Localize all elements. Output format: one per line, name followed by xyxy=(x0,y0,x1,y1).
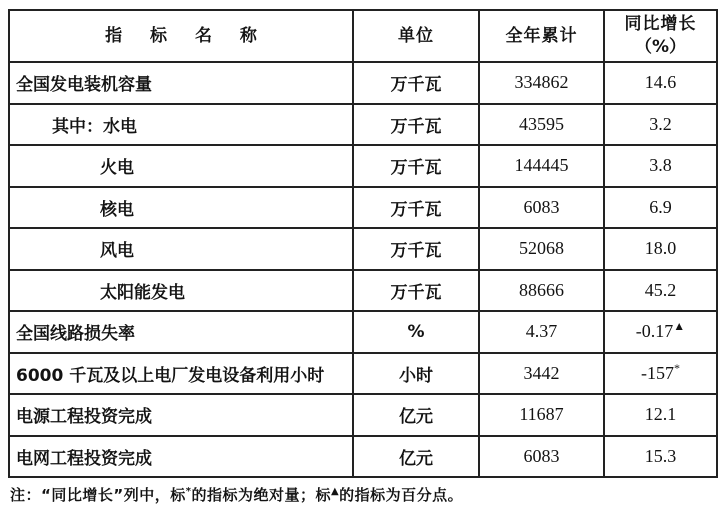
indicator-name: 火电 xyxy=(9,145,353,187)
table-row-wind xyxy=(9,228,717,270)
annual-total-cell: 88666 xyxy=(479,270,604,312)
unit-cell: 亿元 xyxy=(353,394,479,436)
indicator-name: 核电 xyxy=(9,187,353,229)
footnote xyxy=(8,484,716,505)
table-row-installed-capacity xyxy=(9,62,717,104)
unit-cell: 万千瓦 xyxy=(353,145,479,187)
col-header-indicator-name xyxy=(9,10,353,62)
annual-total-cell: 334862 xyxy=(479,62,604,104)
table-body xyxy=(9,62,717,477)
unit-cell: % xyxy=(353,311,479,353)
growth-mark: ▲ xyxy=(673,319,686,334)
annual-total-cell: 3442 xyxy=(479,353,604,395)
indicator-name: 6000 千瓦及以上电厂发电设备利用小时 xyxy=(9,353,353,395)
col-header-indicator-name-label: 指 标 名 称 xyxy=(105,25,268,46)
yoy-growth-cell xyxy=(604,145,717,187)
table-row-hydro xyxy=(9,104,717,146)
growth-value: 45.2 xyxy=(644,279,677,300)
annual-total-cell: 6083 xyxy=(479,187,604,229)
col-header-yoy-growth-unit: （%） xyxy=(634,37,687,57)
col-header-unit-label: 单位 xyxy=(398,25,434,46)
table-row-nuclear xyxy=(9,187,717,229)
growth-value: 14.6 xyxy=(644,72,677,93)
asterisk-mark: * xyxy=(185,486,192,497)
table-row-utilization-hours xyxy=(9,353,717,395)
growth-value: -157 xyxy=(641,362,674,383)
annual-total-cell: 144445 xyxy=(479,145,604,187)
table-header xyxy=(9,10,717,62)
indicator-name: 电源工程投资完成 xyxy=(9,394,353,436)
unit-cell: 小时 xyxy=(353,353,479,395)
power-statistics-table xyxy=(8,9,718,478)
annual-total-cell: 43595 xyxy=(479,104,604,146)
annual-total-cell: 4.37 xyxy=(479,311,604,353)
unit-cell: 万千瓦 xyxy=(353,62,479,104)
annual-total-cell: 6083 xyxy=(479,436,604,478)
unit-cell: 万千瓦 xyxy=(353,187,479,229)
table-row-solar xyxy=(9,270,717,312)
yoy-growth-cell xyxy=(604,187,717,229)
yoy-growth-cell xyxy=(604,270,717,312)
col-header-annual-total xyxy=(479,10,604,62)
table-row-grid-investment xyxy=(9,436,717,478)
indicator-name: 全国发电装机容量 xyxy=(9,62,353,104)
indicator-name: 风电 xyxy=(9,228,353,270)
unit-cell: 亿元 xyxy=(353,436,479,478)
unit-cell: 万千瓦 xyxy=(353,104,479,146)
col-header-annual-total-label: 全年累计 xyxy=(505,25,578,46)
footnote-text-mid: 的指标为绝对量；标 xyxy=(191,486,331,504)
yoy-growth-cell xyxy=(604,104,717,146)
yoy-growth-cell xyxy=(604,353,717,395)
table-header-row xyxy=(9,10,717,62)
unit-cell: 万千瓦 xyxy=(353,270,479,312)
footnote-text-prefix: 注：“同比增长”列中，标 xyxy=(10,486,186,504)
table-row-thermal xyxy=(9,145,717,187)
yoy-growth-cell xyxy=(604,228,717,270)
growth-value: 15.3 xyxy=(644,445,677,466)
indicator-name: 其中：水电 xyxy=(9,104,353,146)
indicator-name: 全国线路损失率 xyxy=(9,311,353,353)
yoy-growth-cell xyxy=(604,436,717,478)
growth-mark: * xyxy=(674,360,680,375)
growth-value: 18.0 xyxy=(644,238,677,259)
annual-total-cell: 52068 xyxy=(479,228,604,270)
col-header-yoy-growth-label: 同比增长 xyxy=(624,14,697,35)
growth-value: 3.8 xyxy=(649,155,672,176)
yoy-growth-cell xyxy=(604,394,717,436)
footnote-text-suffix: 的指标为百分点。 xyxy=(339,486,464,504)
growth-value: 3.2 xyxy=(649,113,672,134)
table-row-power-source-investment xyxy=(9,394,717,436)
triangle-mark: ▲ xyxy=(330,486,340,497)
col-header-unit xyxy=(353,10,479,62)
growth-value: 6.9 xyxy=(649,196,672,217)
indicator-name: 太阳能发电 xyxy=(9,270,353,312)
annual-total-cell: 11687 xyxy=(479,394,604,436)
indicator-name: 电网工程投资完成 xyxy=(9,436,353,478)
yoy-growth-cell xyxy=(604,62,717,104)
col-header-yoy-growth xyxy=(604,10,717,62)
unit-cell: 万千瓦 xyxy=(353,228,479,270)
table-row-line-loss-rate xyxy=(9,311,717,353)
growth-value: -0.17 xyxy=(635,321,674,342)
yoy-growth-cell xyxy=(604,311,717,353)
growth-value: 12.1 xyxy=(644,404,677,425)
